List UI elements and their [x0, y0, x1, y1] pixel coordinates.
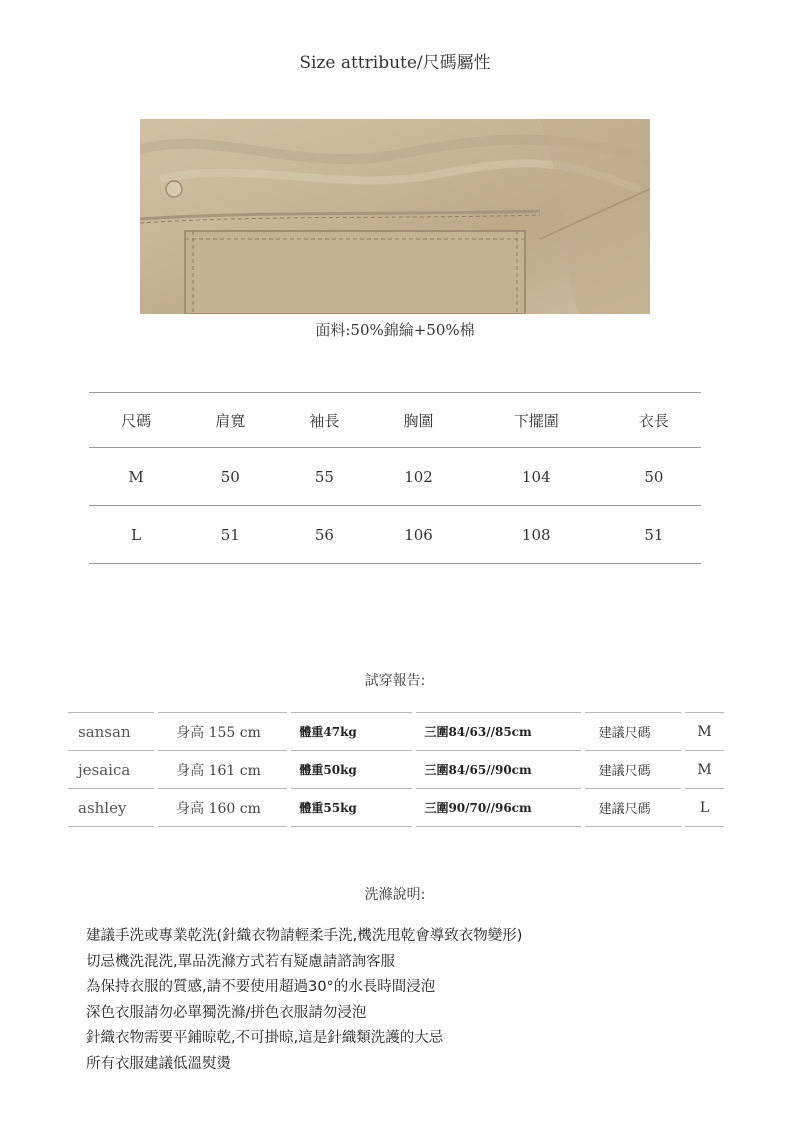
sleeve-cell: 55	[277, 448, 371, 506]
table-row	[68, 712, 724, 751]
sleeve-cell: 56	[277, 506, 371, 564]
list-item: 建議手洗或專業乾洗(針織衣物請輕柔手洗,機洗甩乾會導致衣物變形)	[86, 928, 523, 944]
model-measurements: 三圍84/63//85cm	[416, 712, 580, 751]
header-sleeve: 袖長	[277, 393, 371, 448]
size-table-header-row	[89, 393, 701, 448]
care-title: 洗滌說明:	[364, 887, 426, 903]
hem-cell: 104	[466, 448, 607, 506]
list-item: 所有衣服建議低溫熨燙	[86, 1055, 231, 1072]
size-cell: M	[89, 448, 183, 506]
header-shoulder: 肩寬	[183, 393, 277, 448]
suggested-size: M	[685, 751, 724, 789]
care-instructions-list	[86, 924, 522, 1077]
suggested-size: L	[685, 789, 724, 827]
model-height: 身高 161 cm	[158, 751, 287, 789]
header-size: 尺碼	[89, 393, 183, 448]
hem-cell: 108	[466, 506, 607, 564]
model-height: 身高 160 cm	[158, 789, 287, 827]
size-chart-table	[89, 392, 701, 564]
suggested-size: M	[685, 712, 724, 751]
suggest-label: 建議尺碼	[585, 712, 681, 751]
header-length: 衣長	[607, 393, 701, 448]
list-item: 針織衣物需要平鋪晾乾,不可掛晾,這是針織類洗護的大忌	[86, 1030, 444, 1046]
shoulder-cell: 50	[183, 448, 277, 506]
model-name: sansan	[68, 712, 154, 751]
try-on-table	[64, 712, 728, 827]
chest-cell: 106	[371, 506, 465, 564]
chest-cell: 102	[371, 448, 465, 506]
model-name: ashley	[68, 789, 154, 827]
table-row	[68, 789, 724, 827]
length-cell: 50	[607, 448, 701, 506]
model-measurements: 三圍90/70//96cm	[416, 789, 580, 827]
list-item: 為保持衣服的質感,請不要使用超過30°的水長時間浸泡	[86, 979, 436, 995]
model-height: 身高 155 cm	[158, 712, 287, 751]
model-name: jesaica	[68, 751, 154, 789]
length-cell: 51	[607, 506, 701, 564]
model-weight: 體重50kg	[291, 751, 412, 789]
list-item: 切忌機洗混洗,單品洗滌方式若有疑慮請諮詢客服	[86, 953, 396, 970]
size-cell: L	[89, 506, 183, 564]
try-on-title: 試穿報告:	[364, 673, 426, 689]
table-row	[89, 448, 701, 506]
suggest-label: 建議尺碼	[585, 751, 681, 789]
table-row	[89, 506, 701, 564]
list-item: 深色衣服請勿必單獨洗滌/拼色衣服請勿浸泡	[86, 1004, 367, 1021]
header-hem: 下擺圍	[466, 393, 607, 448]
table-row	[68, 751, 724, 789]
shoulder-cell: 51	[183, 506, 277, 564]
fabric-composition: 面料:50%錦綸+50%棉	[315, 321, 475, 339]
model-measurements: 三圍84/65//90cm	[416, 751, 580, 789]
suggest-label: 建議尺碼	[585, 789, 681, 827]
page-title: Size attribute/尺碼屬性	[299, 53, 491, 73]
model-weight: 體重47kg	[291, 712, 412, 751]
fabric-photo	[140, 119, 650, 314]
header-chest: 胸圍	[371, 393, 465, 448]
model-weight: 體重55kg	[291, 789, 412, 827]
